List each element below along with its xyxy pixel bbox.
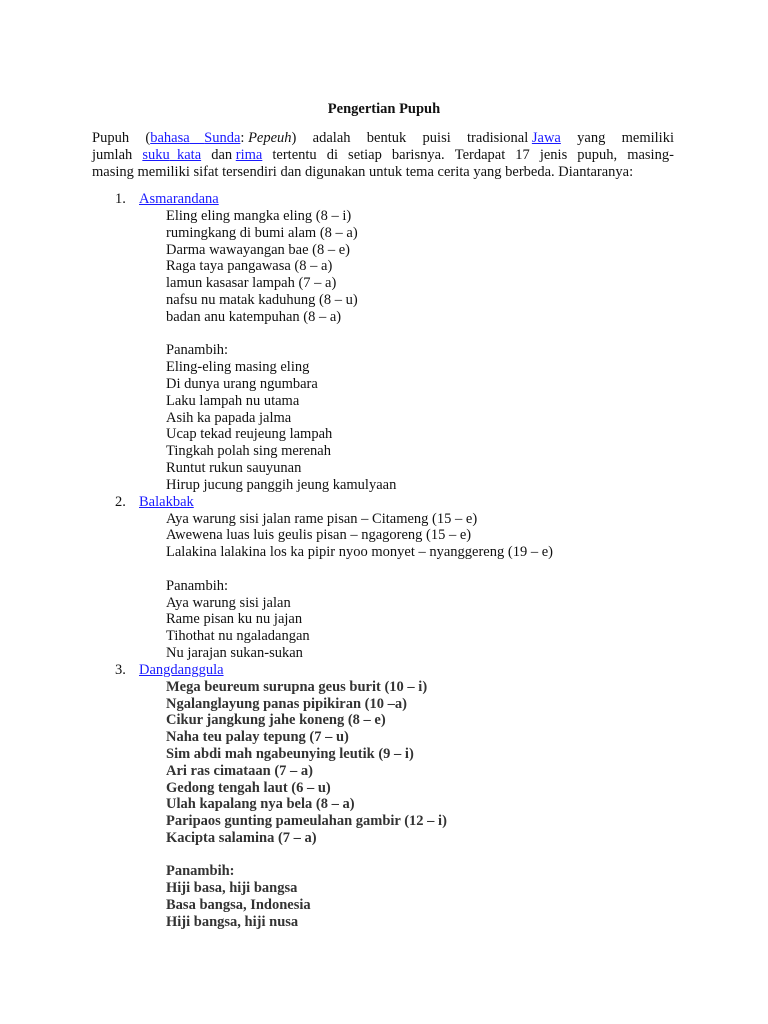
link-bahasa-sunda[interactable] xyxy=(150,130,240,146)
link-bahasa: bahasa xyxy=(150,130,190,146)
verse-line: nafsu nu matak kaduhung (8 – u) xyxy=(166,291,358,308)
intro-word: Terdapat xyxy=(454,147,506,163)
verse-line: Raga taya pangawasa (8 – a) xyxy=(166,258,333,275)
italic-pepeuh: Pepeuh xyxy=(248,130,292,146)
panambih-line: Rame pisan ku nu jajan xyxy=(166,611,303,628)
verse-line: Gedong tengah laut (6 – u) xyxy=(166,779,331,796)
intro-word: barisnya. xyxy=(391,147,445,163)
verse-block xyxy=(0,191,768,494)
link-suku: suku xyxy=(142,147,170,163)
panambih-label: Panambih: xyxy=(166,342,229,359)
intro-word: di xyxy=(326,147,338,163)
intro-line-1 xyxy=(92,130,674,147)
panambih-line: Aya warung sisi jalan xyxy=(166,594,291,611)
verse-line: Darma wawayangan bae (8 – e) xyxy=(166,241,350,258)
intro-word-group xyxy=(467,130,561,147)
blank-line xyxy=(166,326,768,343)
verse-line: Eling eling mangka eling (8 – i) xyxy=(166,208,352,224)
intro-word: pupuh, xyxy=(577,147,618,163)
verse-line: rumingkang di bumi alam (8 – a) xyxy=(166,224,358,241)
colon: : xyxy=(240,130,245,146)
link-asmarandana[interactable]: Asmarandana xyxy=(139,191,219,207)
verse-line: Cikur jangkung jahe koneng (8 – e) xyxy=(166,712,386,729)
intro-word: Pupuh xyxy=(92,130,130,146)
panambih-line: Ucap tekad reujeung lampah xyxy=(166,426,333,443)
verse-line: badan anu katempuhan (8 – a) xyxy=(166,308,342,325)
panambih-line: Laku lampah nu utama xyxy=(166,392,300,409)
verse-line: lamun kasasar lampah (7 – a) xyxy=(166,275,337,292)
link-suku-kata[interactable] xyxy=(142,147,201,164)
close-paren: ) xyxy=(291,130,297,146)
verse-block xyxy=(0,662,768,931)
panambih-line: Di dunya urang ngumbara xyxy=(166,375,318,392)
list-number: 1. xyxy=(115,191,126,207)
list-item-balakbak xyxy=(0,494,768,662)
intro-word: jenis xyxy=(539,147,568,163)
link-balakbak[interactable]: Balakbak xyxy=(139,493,194,510)
verse-line: Lalakina lalakina los ka pipir nyoo monyet – nyanggereng (19 – e) xyxy=(166,544,553,561)
link-jawa[interactable]: Jawa xyxy=(531,130,561,146)
verse-line: Ngalanglayung panas pipikiran (10 –a) xyxy=(166,695,407,712)
link-dangdanggula[interactable]: Dangdanggula xyxy=(139,661,224,678)
panambih-label: Panambih: xyxy=(166,863,235,880)
intro-paren-group xyxy=(145,130,296,147)
page-title: Pengertian Pupuh xyxy=(327,101,441,117)
panambih-line: Runtut rukun sauyunan xyxy=(166,459,302,476)
link-kata: kata xyxy=(176,147,202,163)
intro-word: tradisional xyxy=(467,130,529,146)
link-sunda: Sunda xyxy=(204,130,241,146)
intro-word-group xyxy=(211,147,262,164)
verse-line: Kacipta salamina (7 – a) xyxy=(166,829,317,846)
intro-word: memiliki xyxy=(621,130,674,146)
intro-word: yang xyxy=(577,130,606,146)
intro-text: masing memiliki sifat tersendiri dan digunakan untuk tema cerita yang berbeda. Diantaranya: xyxy=(92,164,634,180)
panambih-line: Eling-eling masing eling xyxy=(166,359,310,376)
verse-line: Aya warung sisi jalan rame pisan – Citameng (15 – e) xyxy=(166,510,478,527)
list-item-asmarandana xyxy=(0,191,768,494)
verse-line: Ulah kapalang nya bela (8 – a) xyxy=(166,796,355,813)
list-item-dangdanggula xyxy=(0,662,768,931)
verse-block xyxy=(0,494,768,662)
open-paren: ( xyxy=(145,130,151,146)
intro-word: adalah xyxy=(312,130,351,146)
panambih-label: Panambih: xyxy=(166,577,229,594)
intro-word: bentuk xyxy=(366,130,407,146)
intro-word: 17 xyxy=(515,147,530,163)
list-number: 3. xyxy=(115,661,126,678)
list-number: 2. xyxy=(115,493,126,510)
panambih-line: Tihothat nu ngaladangan xyxy=(166,628,310,645)
panambih-line: Nu jarajan sukan-sukan xyxy=(166,644,303,661)
panambih-line: Asih ka papada jalma xyxy=(166,409,292,426)
link-rima[interactable]: rima xyxy=(235,147,263,163)
blank-line xyxy=(166,561,768,578)
intro-word: dan xyxy=(211,147,233,163)
intro-word: setiap xyxy=(348,147,382,163)
verse-line: Ari ras cimataan (7 – a) xyxy=(166,762,313,779)
verse-line: Mega beureum surupna geus burit (10 – i) xyxy=(166,678,428,695)
intro-paragraph xyxy=(92,130,674,181)
intro-word: jumlah xyxy=(92,147,133,163)
verse-line: Sim abdi mah ngabeunying leutik (9 – i) xyxy=(166,745,414,762)
intro-word: tertentu xyxy=(272,147,317,163)
verse-line: Paripaos gunting pameulahan gambir (12 – i) xyxy=(166,813,447,830)
panambih-line: Hirup jucung panggih jeung kamulyaan xyxy=(166,476,397,493)
pupuh-list xyxy=(0,191,768,931)
verse-line: Awewena luas luis geulis pisan – ngagoreng (15 – e) xyxy=(166,527,472,544)
blank-line xyxy=(166,847,768,864)
panambih-line: Basa bangsa, Indonesia xyxy=(166,897,311,914)
verse-line: Naha teu palay tepung (7 – u) xyxy=(166,729,349,746)
intro-word: puisi xyxy=(422,130,451,146)
panambih-line: Tingkah polah sing merenah xyxy=(166,443,331,460)
intro-word: masing- xyxy=(627,147,674,163)
intro-line-3 xyxy=(92,164,674,181)
intro-line-2 xyxy=(92,147,674,164)
panambih-line: Hiji basa, hiji bangsa xyxy=(166,880,298,897)
panambih-line: Hiji bangsa, hiji nusa xyxy=(166,913,299,930)
